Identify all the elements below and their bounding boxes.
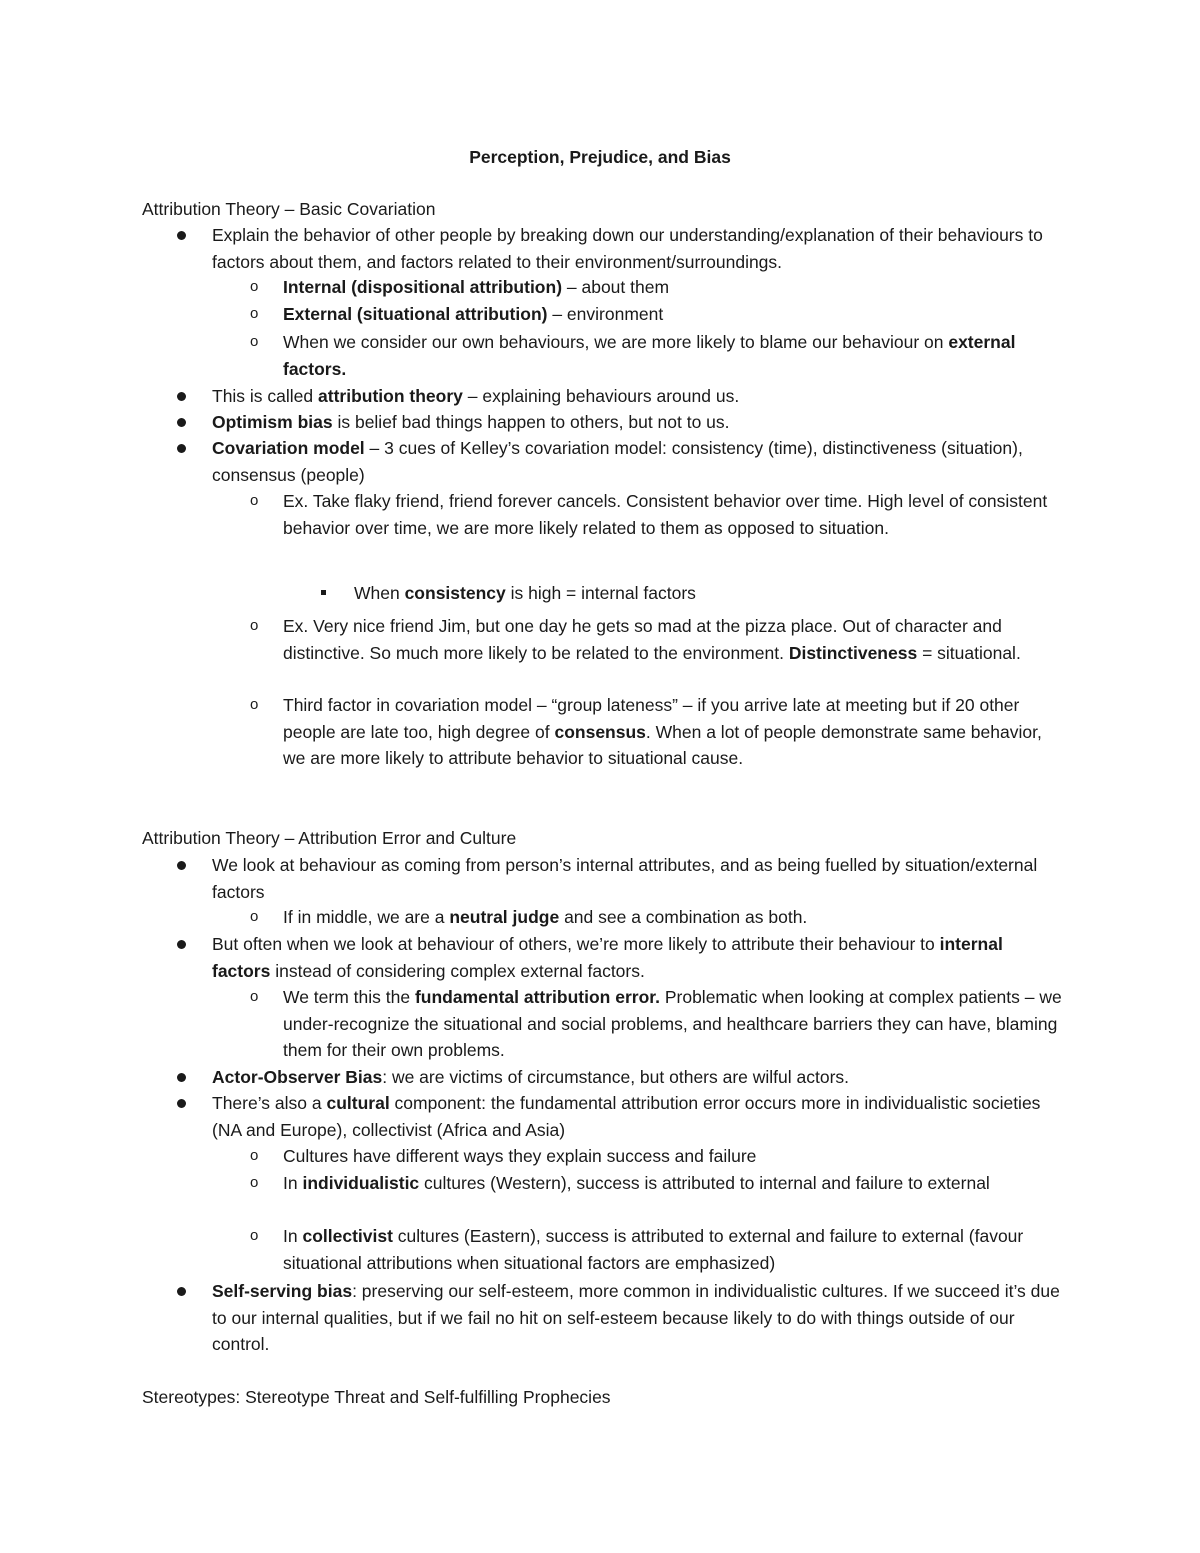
list-item: Actor-Observer Bias: we are victims of circumstance, but others are wilful actors. <box>212 1064 1062 1091</box>
list-item: This is called attribution theory – explaining behaviours around us. <box>212 383 1062 410</box>
list-item: Optimism bias is belief bad things happen to others, but not to us. <box>212 409 1062 436</box>
section-heading-basic-covariation: Attribution Theory – Basic Covariation <box>142 199 436 219</box>
list-item: But often when we look at behaviour of others, we’re more likely to attribute their behaviour to internal factors instead of considering complex external factors. <box>212 931 1062 984</box>
list-item: Covariation model – 3 cues of Kelley’s covariation model: consistency (time), distinctiveness (situation), consensus (people) <box>212 435 1062 488</box>
list-item: o Ex. Very nice friend Jim, but one day he gets so mad at the pizza place. Out of character and distinctive. So much more likely to be related to the environment. Distinctiveness = situational. <box>283 613 1063 666</box>
list-item: o In collectivist cultures (Eastern), success is attributed to external and failure to external (favour situational attributions when situational factors are emphasized) <box>283 1223 1063 1276</box>
list-item: o When we consider our own behaviours, we are more likely to blame our behaviour on external factors. <box>283 329 1063 382</box>
list-item: Self-serving bias: preserving our self-esteem, more common in individualistic cultures. If we succeed it’s due to our internal qualities, but if we fail no hit on self-esteem because likely to do with things outside of our control. <box>212 1278 1062 1358</box>
section-heading-attribution-error: Attribution Theory – Attribution Error and Culture <box>142 828 517 848</box>
list-item: o In individualistic cultures (Western), success is attributed to internal and failure to external <box>283 1170 1063 1197</box>
list-item: When consistency is high = internal factors <box>354 580 1054 606</box>
list-item: o Third factor in covariation model – “group lateness” – if you arrive late at meeting but if 20 other people are late too, high degree of consensus. When a lot of people demonstrate same behavior, we are more likely to attribute behavior to situational cause. <box>283 692 1063 772</box>
section-heading-stereotypes: Stereotypes: Stereotype Threat and Self-fulfilling Prophecies <box>142 1387 611 1407</box>
list-item: Explain the behavior of other people by breaking down our understanding/explanation of their behaviours to factors about them, and factors related to their environment/surroundings. <box>212 222 1062 275</box>
list-item: We look at behaviour as coming from person’s internal attributes, and as being fuelled by situation/external factors <box>212 852 1062 905</box>
list-item: o Cultures have different ways they explain success and failure <box>283 1143 1063 1170</box>
list-item: There’s also a cultural component: the fundamental attribution error occurs more in individualistic societies (NA and Europe), collectivist (Africa and Asia) <box>212 1090 1062 1143</box>
list-item: o Ex. Take flaky friend, friend forever cancels. Consistent behavior over time. High level of consistent behavior over time, we are more likely related to them as opposed to situation. <box>283 488 1063 541</box>
list-item: o External (situational attribution) – environment <box>283 301 1063 328</box>
page-title: Perception, Prejudice, and Bias <box>469 147 731 167</box>
list-item: o If in middle, we are a neutral judge and see a combination as both. <box>283 904 1063 931</box>
list-item: o Internal (dispositional attribution) – about them <box>283 274 1063 301</box>
list-item: o We term this the fundamental attribution error. Problematic when looking at complex patients – we under-recognize the situational and social problems, and healthcare barriers they can have, blaming them for their own problems. <box>283 984 1063 1064</box>
